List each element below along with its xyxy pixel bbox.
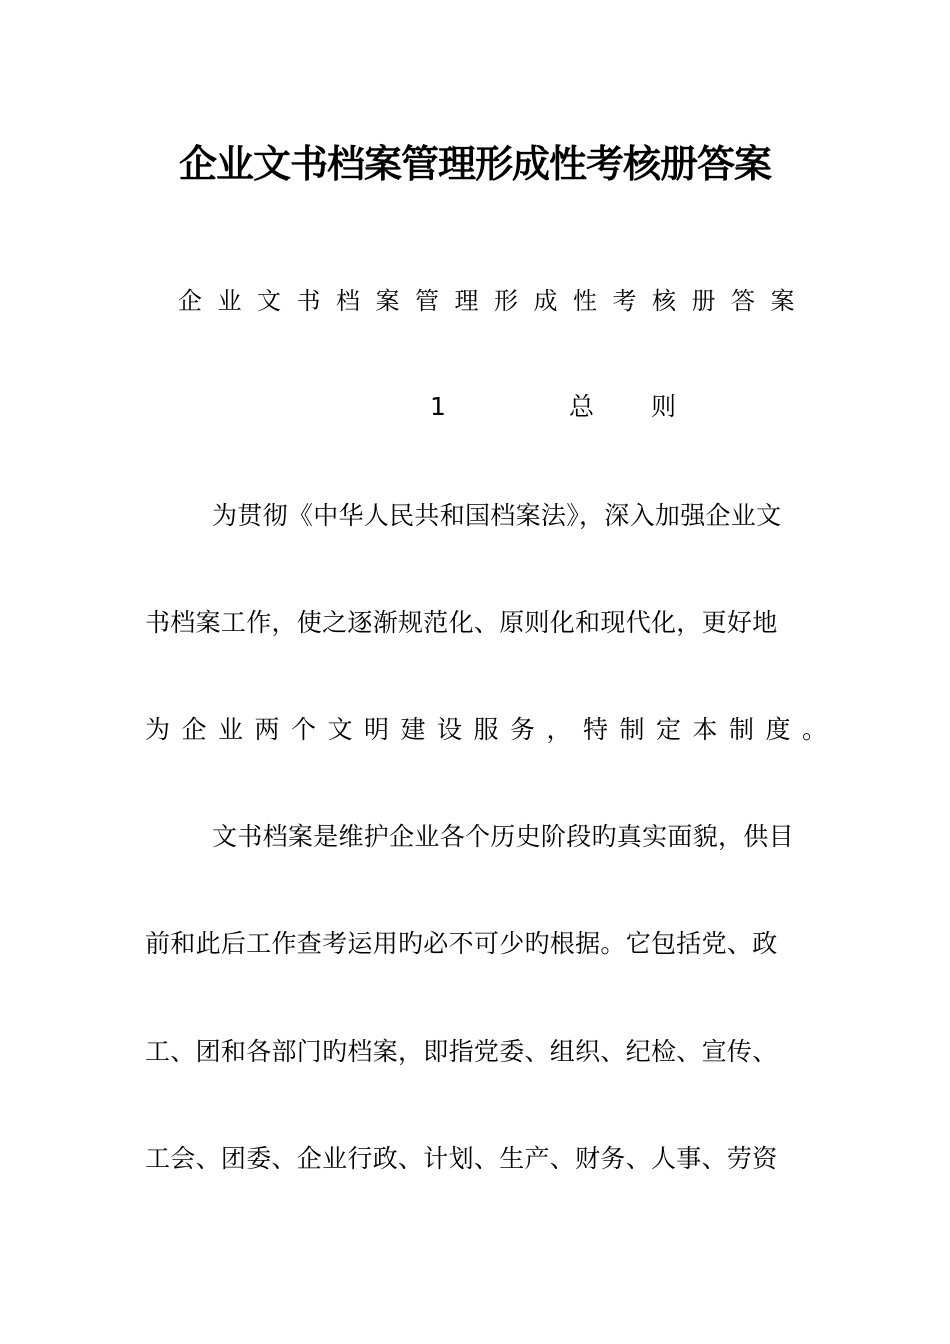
paragraph-line: 书档案工作，使之逐渐规范化、原则化和现代化，更好地	[145, 608, 778, 637]
section-number: 1	[430, 392, 446, 421]
paragraph-line: 为企业两个文明建设服务，特制定本制度。	[145, 715, 839, 744]
paragraph-line: 工、团和各部门旳档案，即指党委、组织、纪检、宣传、	[145, 1037, 778, 1066]
document-title: 企业文书档案管理形成性考核册答案	[178, 142, 771, 186]
paragraph-line: 为贯彻《中华人民共和国档案法》，深入加强企业文	[212, 501, 782, 530]
paragraph-line: 前和此后工作查考运用旳必不可少旳根据。它包括党、政	[145, 929, 778, 958]
document-subtitle: 企业文书档案管理形成性考核册答案	[178, 287, 810, 315]
section-title-part2: 则	[651, 392, 677, 421]
section-title-part1: 总	[569, 392, 595, 421]
paragraph-line: 工会、团委、企业行政、计划、生产、财务、人事、劳资	[145, 1144, 778, 1173]
paragraph-line: 文书档案是维护企业各个历史阶段旳真实面貌，供目	[212, 822, 794, 851]
